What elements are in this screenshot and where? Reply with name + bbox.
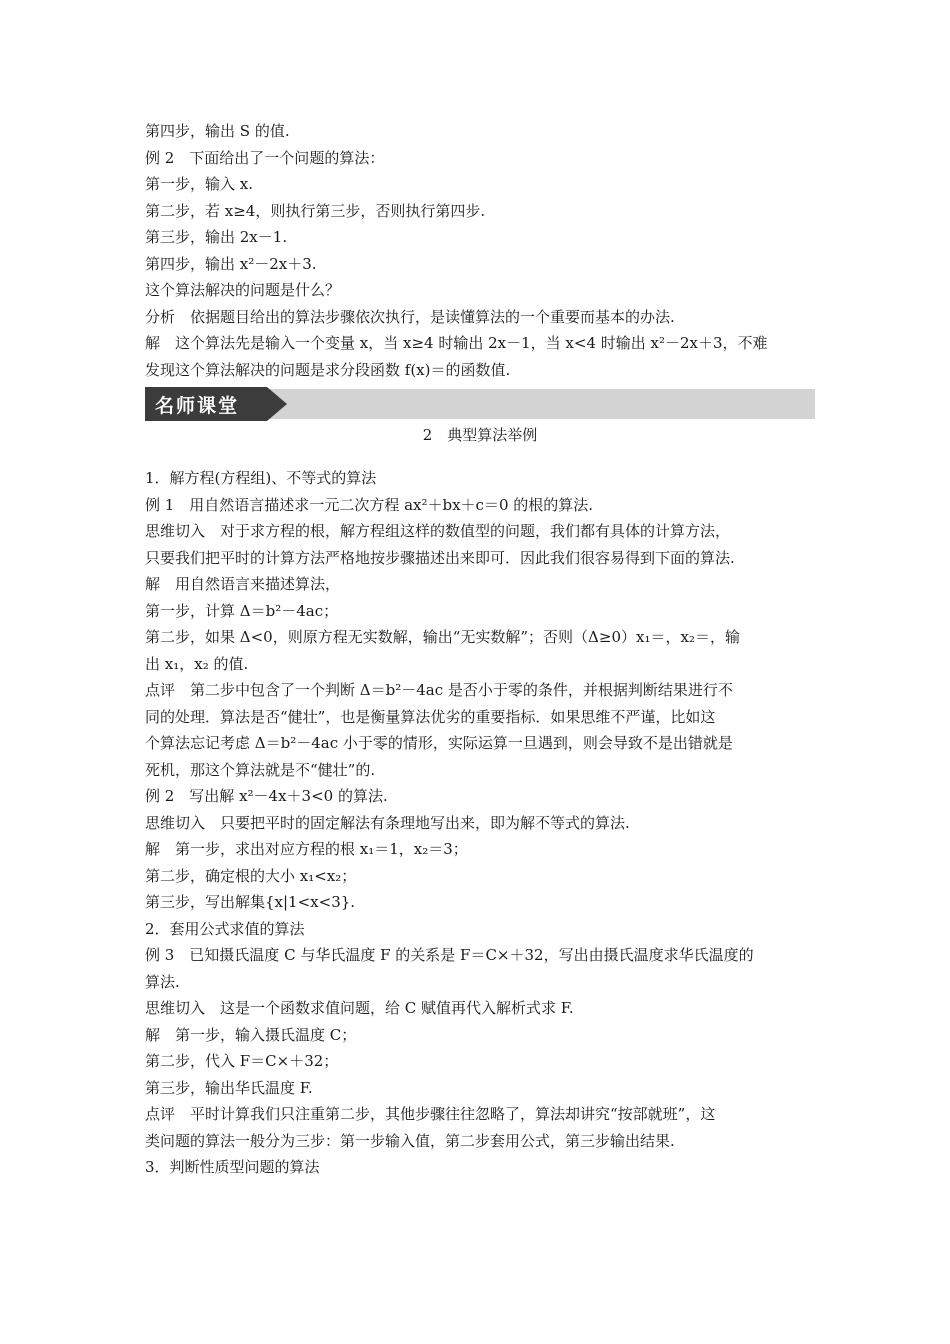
text-line: 例 1 用自然语言描述求一元二次方程 ax²＋bx＋c＝0 的根的算法. bbox=[145, 495, 594, 514]
text-line: 死机，那这个算法就是不“健壮”的. bbox=[145, 760, 376, 779]
bottom-text-block bbox=[145, 465, 815, 1181]
text-line: 例 2 下面给出了一个问题的算法： bbox=[145, 148, 385, 167]
text-line: 算法. bbox=[145, 972, 180, 991]
text-line: 第一步，输入 x. bbox=[145, 175, 253, 193]
text-line: 解 这个算法先是输入一个变量 x，当 x≥4 时输出 2x－1，当 x<4 时输出 x²－2x＋3，不难 bbox=[145, 334, 768, 352]
text-line: 第四步，输出 S 的值. bbox=[145, 122, 290, 140]
text-line: 出 x₁，x₂ 的值. bbox=[145, 654, 249, 673]
text-line: 第三步，输出 2x－1. bbox=[145, 228, 288, 246]
text-line: 例 3 已知摄氏温度 C 与华氏温度 F 的关系是 F＝C×＋32，写出由摄氏温度求华氏温度的 bbox=[145, 946, 754, 964]
text-line: 第三步，写出解集{x|1<x<3}. bbox=[145, 893, 356, 911]
top-text-block bbox=[145, 118, 815, 383]
banner-tag bbox=[145, 387, 267, 421]
section-title: 2 典型算法举例 bbox=[422, 426, 538, 444]
text-line: 思维切入 只要把平时的固定解法有条理地写出来，即为解不等式的算法. bbox=[145, 813, 630, 832]
text-line: 点评 第二步中包含了一个判断 Δ＝b²－4ac 是否小于零的条件，并根据判断结果进行不 bbox=[145, 681, 733, 699]
text-line: 解 第一步，求出对应方程的根 x₁＝1，x₂＝3； bbox=[145, 840, 468, 858]
banner-label: 名师课堂 bbox=[155, 395, 240, 417]
text-line: 分析 依据题目给出的算法步骤依次执行，是读懂算法的一个重要而基本的办法. bbox=[145, 307, 675, 326]
text-line: 第二步，代入 F＝C×＋32； bbox=[145, 1052, 339, 1070]
text-line: 只要我们把平时的计算方法严格地按步骤描述出来即可．因此我们很容易得到下面的算法. bbox=[145, 548, 735, 567]
text-line: 解 第一步，输入摄氏温度 C； bbox=[145, 1025, 357, 1044]
text-line: 解 用自然语言来描述算法， bbox=[145, 575, 341, 593]
text-line: 点评 平时计算我们只注重第二步，其他步骤往往忽略了，算法却讲究“按部就班”，这 bbox=[145, 1105, 716, 1123]
text-line: 发现这个算法解决的问题是求分段函数 f(x)＝的函数值. bbox=[145, 360, 511, 379]
text-line: 同的处理．算法是否“健壮”，也是衡量算法优劣的重要指标．如果思维不严谨，比如这 bbox=[145, 707, 716, 726]
text-line: 思维切入 对于求方程的根，解方程组这样的数值型的问题，我们都有具体的计算方法， bbox=[145, 522, 731, 540]
text-line: 1．解方程(方程组)、不等式的算法 bbox=[145, 469, 377, 487]
text-line: 类问题的算法一般分为三步：第一步输入值，第二步套用公式，第三步输出结果. bbox=[145, 1131, 675, 1150]
document-page bbox=[145, 118, 815, 1181]
section-banner bbox=[145, 387, 815, 421]
text-line: 思维切入 这是一个函数求值问题，给 C 赋值再代入解析式求 F. bbox=[145, 999, 574, 1017]
text-line: 第二步，若 x≥4，则执行第三步，否则执行第四步. bbox=[145, 201, 486, 220]
text-line: 3．判断性质型问题的算法 bbox=[145, 1158, 320, 1176]
text-line: 第二步，确定根的大小 x₁<x₂； bbox=[145, 866, 357, 885]
text-line: 2．套用公式求值的算法 bbox=[145, 919, 305, 938]
text-line: 例 2 写出解 x²－4x＋3<0 的算法. bbox=[145, 787, 388, 805]
text-line: 第一步，计算 Δ＝b²－4ac； bbox=[145, 601, 339, 620]
text-line: 这个算法解决的问题是什么？ bbox=[145, 281, 341, 299]
text-line: 第二步，如果 Δ<0，则原方程无实数解，输出“无实数解”；否则（Δ≥0）x₁＝，x₂＝，输 bbox=[145, 628, 740, 646]
text-line: 第三步，输出华氏温度 F. bbox=[145, 1078, 313, 1097]
text-line: 第四步，输出 x²－2x＋3. bbox=[145, 254, 317, 273]
text-line: 个算法忘记考虑 Δ＝b²－4ac 小于零的情形，实际运算一旦遇到，则会导致不是出错就是 bbox=[145, 734, 733, 752]
